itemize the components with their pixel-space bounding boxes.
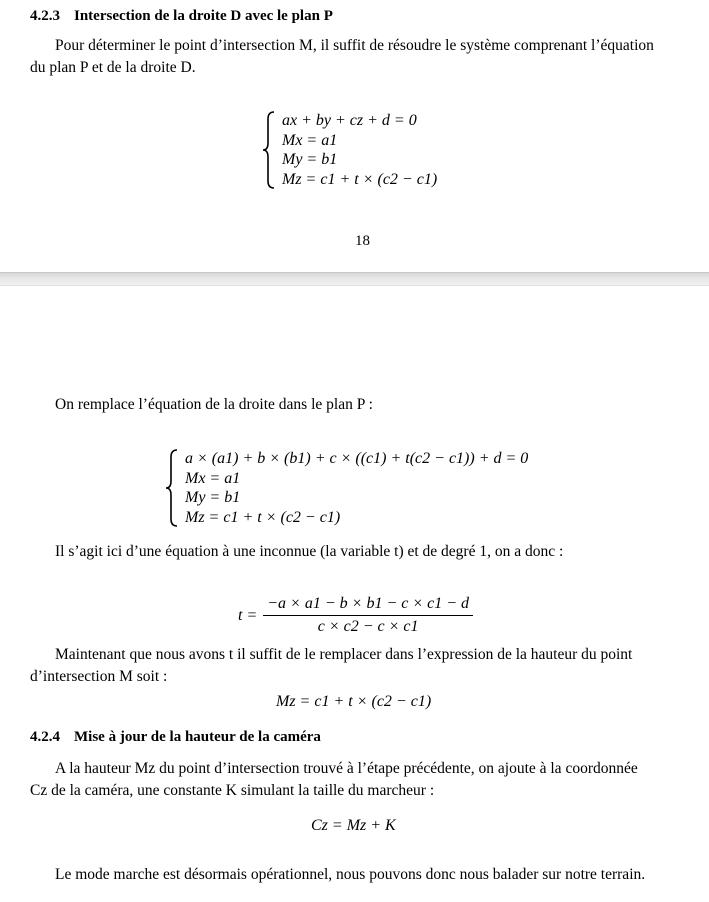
system2-line-2: Mx = a1 bbox=[185, 469, 241, 487]
paragraph-4-line-1: Maintenant que nous avons t il suffit de le remplacer dans l’expression de la hauteur du point bbox=[55, 646, 633, 663]
system1-line-4: Mz = c1 + t × (c2 − c1) bbox=[282, 170, 438, 188]
page-number: 18 bbox=[355, 233, 370, 249]
paragraph-3: Il s’agit ici d’une équation à une inconnue (la variable t) et de degré 1, on a donc : bbox=[55, 543, 564, 560]
formula-cz: Cz = Mz + K bbox=[311, 817, 396, 834]
system1-line-3: My = b1 bbox=[282, 151, 338, 168]
formula-mz: Mz = c1 + t × (c2 − c1) bbox=[276, 693, 432, 710]
system2-line-4: Mz = c1 + t × (c2 − c1) bbox=[185, 508, 341, 526]
section-title: Intersection de la droite D avec le plan P bbox=[74, 8, 333, 24]
paragraph-2: On remplace l’équation de la droite dans le plan P : bbox=[55, 396, 373, 413]
fraction-denominator: c × c2 − c × c1 bbox=[317, 618, 419, 635]
system2-line-3: My = b1 bbox=[185, 489, 241, 506]
left-brace-icon bbox=[262, 111, 276, 189]
left-brace-icon bbox=[165, 449, 179, 527]
fraction bbox=[263, 593, 473, 638]
paragraph-1-line-2: du plan P et de la droite D. bbox=[30, 59, 196, 76]
section-number: 4.2.3 bbox=[30, 8, 60, 24]
paragraph-4-line-2: d’intersection M soit : bbox=[30, 668, 168, 685]
paragraph-5-line-2: Cz de la caméra, une constante K simulant la taille du marcheur : bbox=[30, 782, 435, 799]
page-18 bbox=[0, 0, 709, 272]
equation-system-1 bbox=[262, 111, 437, 189]
equation-system-2 bbox=[165, 449, 528, 527]
paragraph-1-line-1: Pour déterminer le point d’intersection M, il suffit de résoudre le système comprenant l’équation bbox=[55, 37, 654, 54]
section-heading-4-2-3 bbox=[30, 8, 333, 25]
section-heading-4-2-4 bbox=[30, 729, 321, 746]
page-19 bbox=[0, 286, 709, 902]
section-title: Mise à jour de la hauteur de la caméra bbox=[74, 729, 321, 745]
page-separator bbox=[0, 272, 709, 286]
system2-line-1: a × (a1) + b × (b1) + c × ((c1) + t(c2 − c1)) + d = 0 bbox=[185, 450, 529, 467]
formula-t bbox=[238, 593, 473, 638]
fraction-numerator: −a × a1 − b × b1 − c × c1 − d bbox=[267, 595, 470, 612]
section-number: 4.2.4 bbox=[30, 729, 60, 745]
paragraph-6: Le mode marche est désormais opérationnel, nous pouvons donc nous balader sur notre terrain. bbox=[55, 866, 646, 883]
paragraph-5-line-1: A la hauteur Mz du point d’intersection trouvé à l’étape précédente, on ajoute à la coordonnée bbox=[55, 760, 638, 777]
formula-t-lhs: t = bbox=[238, 606, 258, 624]
system1-line-1: ax + by + cz + d = 0 bbox=[282, 112, 417, 129]
system1-line-2: Mx = a1 bbox=[282, 131, 338, 149]
